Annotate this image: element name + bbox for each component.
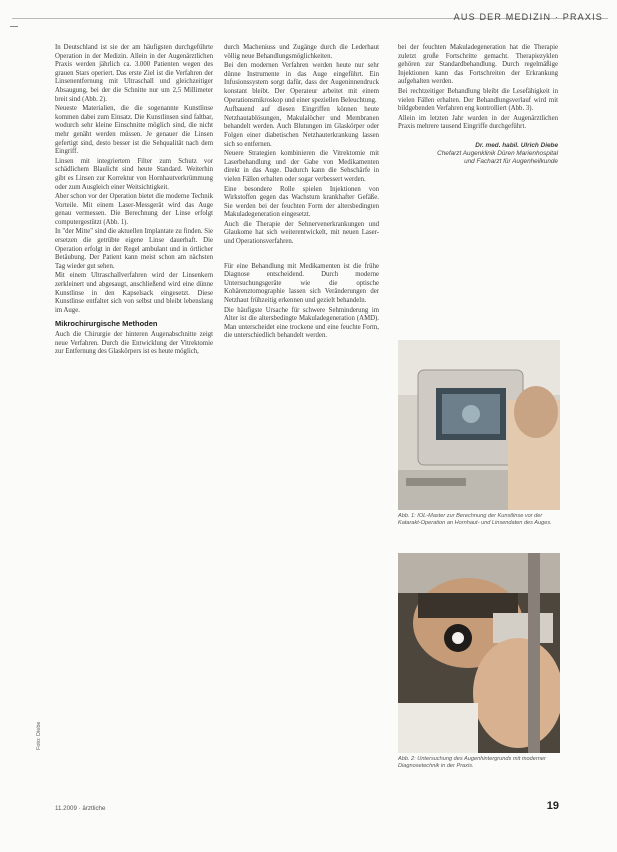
issue-info: 11.2009 · ärztliche xyxy=(55,805,106,812)
exam-illustration xyxy=(398,553,560,753)
device-illustration xyxy=(398,340,560,510)
paragraph: Bei rechtzeitiger Behandlung bleibt die Lesefähigkeit in vielen Fällen erhalten. Der Behandlungsverlauf wird mit bildgebenden Verfahren eng kontrolliert (Abb. 3). xyxy=(398,87,558,113)
paragraph: Die häufigste Ursache für schwere Sehminderung im Alter ist die altersbedingte Makuladegeneration (AMD). Man unterscheidet eine trockene und eine feuchte Form, die unterschiedlich behandelt werden. xyxy=(224,306,379,340)
paragraph: Mit einem Ultraschallverfahren wird der Linsenkern zerkleinert und abgesaugt, anschließend wird eine dünne Kunstlinse in den Kapselsack eingesetzt. Diese Kunstlinse entfaltet sich von selbst und bleibt lebenslang im Auge. xyxy=(55,272,213,314)
paragraph: In Deutschland ist sie der am häufigsten durchgeführte Operation in der Medizin. Allein in der Augenärztlichen Praxis werden jährlich ca. 3.000 Patienten wegen des grauen Stars operiert. Das erste Ziel ist die Verfahren der Linsenentfernung mit Ultraschall und gleichzeitiger Absaugung, bei der die Schnitte nur um 2,5 Millimeter breit sind (Abb. 2). xyxy=(55,44,213,103)
device-photo xyxy=(398,340,560,510)
text-column-1 xyxy=(55,44,213,358)
paragraph: Allein im letzten Jahr wurden in der Augenärztlichen Praxis mehrere tausend Eingriffe durchgeführt. xyxy=(398,114,558,131)
paragraph: Linsen mit integriertem Filter zum Schutz vor schädlichem Blaulicht sind heute Standard. Weiterhin gibt es Linsen zur Korrektur von Hornhautverkrümmung oder zum Ausgleich einer Weitsichtigkeit. xyxy=(55,157,213,191)
paragraph: Aber schon vor der Operation bietet die moderne Technik Vorteile. Mit einem Laser-Messgerät wird das Auge genau vermessen. Die Berechnung der Linse erfolgt computergestützt (Abb. 1). xyxy=(55,193,213,226)
photo-caption: Abb. 1: IOL-Master zur Berechnung der Kunstlinse vor der Katarakt-Operation an Hornhaut- und Linsendaten des Auges. xyxy=(398,513,552,527)
page-number: 19 xyxy=(546,800,559,812)
author-name: Dr. med. habil. Ulrich Diebe xyxy=(475,141,558,149)
exam-photo xyxy=(398,553,560,753)
text-column-3 xyxy=(398,44,558,167)
paragraph: Bei den modernen Verfahren werden heute nur sehr dünne Instrumente in das Auge eingeführt. Ein Infusionssystem sorgt dafür, dass der Augeninnendruck konstant bleibt. Der Operateur arbeitet mit einem Operationsmikroskop und einer speziellen Beleuchtung. xyxy=(224,62,379,104)
photo-credit: Foto: Diebe xyxy=(36,721,42,750)
paragraph: Auch die Therapie der Sehnervenerkrankungen und Glaukome hat sich weiterentwickelt, mit neuen Laser- und Operationsverfahren. xyxy=(224,220,379,246)
paragraph: Auch die Chirurgie der hinteren Augenabschnitte zeigt neue Verfahren. Durch die Entwicklung der Vitrektomie zur Entfernung des Glaskörpers ist es heute möglich, xyxy=(55,331,213,356)
paragraph: Neueste Materialien, die die sogenannte Kunstlinse kommen dabei zum Einsatz. Die Kunstlinsen sind faltbar, wodurch sehr kleine Einschnitte möglich sind, die nicht mehr genäht werden müssen. Je genauer die Linsen gefertigt sind, desto besser ist die Sehqualität nach dem Eingriff. xyxy=(55,105,213,156)
author-affiliation: Chefarzt Augenklinik Düren Marienhospital xyxy=(437,150,558,158)
photo-caption: Abb. 2: Untersuchung des Augenhintergrunds mit moderner Diagnosetechnik in der Praxis. xyxy=(398,756,546,770)
text-column-2 xyxy=(224,44,379,342)
section-header: AUS DER MEDIZIN · PRAXIS xyxy=(453,12,603,22)
paragraph: In "der Mitte" sind die aktuellen Implantate zu finden. Sie ersetzen die getrübte eigene Linse dauerhaft. Die Operation erfolgt in der Regel ambulant und in örtlicher Betäubung. Der Patient kann meist schon am nächsten Tag wieder gut sehen. xyxy=(55,228,213,270)
paragraph: Für eine Behandlung mit Medikamenten ist die frühe Diagnose entscheidend. Durch moderne Untersuchungsgeräte wie die optische Kohärenztomographie lassen sich Veränderungen der Netzhaut frühzeitig erkennen und gezielt behandeln. xyxy=(224,262,379,305)
section-heading: Mikrochirurgische Methoden xyxy=(55,319,158,329)
author-affiliation: und Facharzt für Augenheilkunde xyxy=(464,158,558,166)
paragraph: durch Macheniuss und Zugänge durch die Lederhaut völlig neue Behandlungsmöglichkeiten. xyxy=(224,44,379,60)
paragraph: Neuere Strategien kombinieren die Vitrektomie mit Laserbehandlung und der Gabe von Medikamenten direkt in das Auge. Dadurch kann die Sehschärfe in vielen Fällen erhalten oder sogar verbessert werden. xyxy=(224,150,379,183)
paragraph: Eine besondere Rolle spielen Injektionen von Wirkstoffen gegen das Wachstum krankhafter Gefäße. Sie werden bei der feuchten Form der altersbedingten Makuladegeneration eingesetzt. xyxy=(224,185,379,219)
crop-mark xyxy=(10,26,18,27)
author-block xyxy=(398,142,558,167)
paragraph: bei der feuchten Makuladegeneration hat die Therapie zuletzt große Fortschritte gemacht. Therapiezyklen gehören zur Standardbehandlung. Durch regelmäßige Injektionen kann das Fortschreiten der Erkrankung aufgehalten werden. xyxy=(398,44,558,86)
paragraph: Aufbauend auf diesen Eingriffen können heute Netzhautablösungen, Makulalöcher und Membranen behandelt werden. Auch Blutungen im Glaskörper oder Folgen einer diabetischen Netzhauterkrankung lassen sich so entfernen. xyxy=(224,106,379,148)
